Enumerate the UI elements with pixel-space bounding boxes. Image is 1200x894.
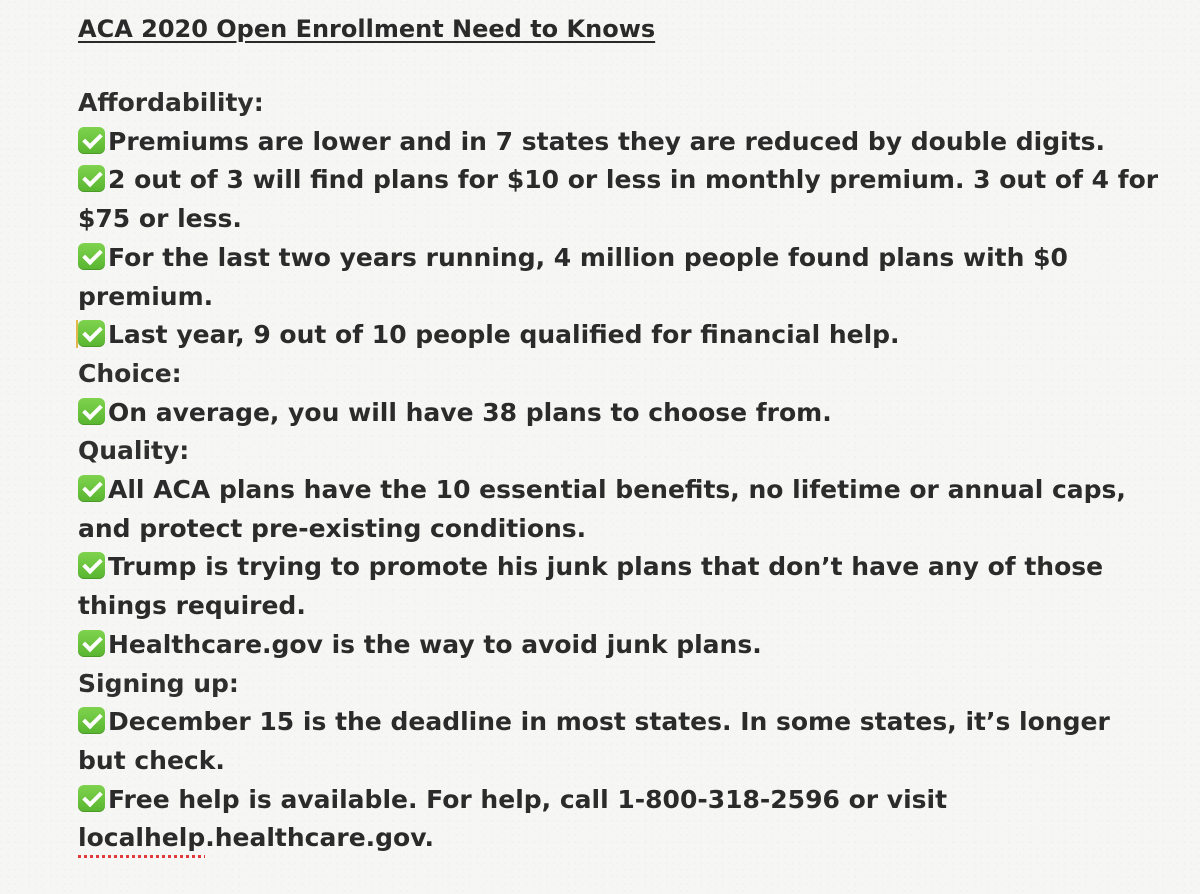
- check-mark-icon: [78, 552, 105, 579]
- check-mark-icon: [78, 630, 105, 657]
- check-mark-icon: [78, 165, 105, 192]
- list-item-continued: but check.: [78, 745, 225, 775]
- list-item-continued: and protect pre-existing conditions.: [78, 513, 587, 543]
- list-item: All ACA plans have the 10 essential benefits, no lifetime or annual caps,: [78, 471, 1178, 510]
- section-heading-signing-up: Signing up:: [78, 668, 239, 698]
- note-title: ACA 2020 Open Enrollment Need to Knows: [78, 15, 656, 43]
- list-item: Trump is trying to promote his junk plans that don’t have any of those: [78, 548, 1178, 587]
- list-item: Healthcare.gov is the way to avoid junk plans.: [78, 626, 1178, 665]
- section-heading-affordability: Affordability:: [78, 88, 264, 117]
- list-item: On average, you will have 38 plans to choose from.: [78, 394, 1178, 433]
- list-item-continued: premium.: [78, 281, 214, 311]
- section-heading-choice: Choice:: [78, 358, 182, 388]
- spellcheck-flagged-word[interactable]: localhelp: [78, 823, 206, 853]
- list-item: December 15 is the deadline in most states. In some states, it’s longer: [78, 703, 1178, 742]
- check-mark-icon: [78, 320, 105, 347]
- check-mark-icon: [78, 398, 105, 425]
- list-item: For the last two years running, 4 million people found plans with $0: [78, 239, 1178, 278]
- list-item: Premiums are lower and in 7 states they are reduced by double digits.: [78, 123, 1178, 162]
- check-mark-icon: [78, 785, 105, 812]
- list-item-continued: $75 or less.: [78, 204, 242, 234]
- check-mark-icon: [78, 707, 105, 734]
- list-item: 2 out of 3 will find plans for $10 or less in monthly premium. 3 out of 4 for: [78, 161, 1178, 200]
- list-item: Free help is available. For help, call 1-800-318-2596 or visit: [78, 781, 1178, 820]
- check-mark-icon: [78, 127, 105, 154]
- note-body[interactable]: [78, 12, 1178, 858]
- check-mark-icon: [78, 475, 105, 502]
- list-item: Last year, 9 out of 10 people qualified for financial help.: [78, 316, 1178, 355]
- list-item-continued: things required.: [78, 591, 306, 621]
- list-item-continued: localhelp.healthcare.gov.: [78, 823, 434, 853]
- section-heading-quality: Quality:: [78, 436, 190, 466]
- check-mark-icon: [78, 243, 105, 270]
